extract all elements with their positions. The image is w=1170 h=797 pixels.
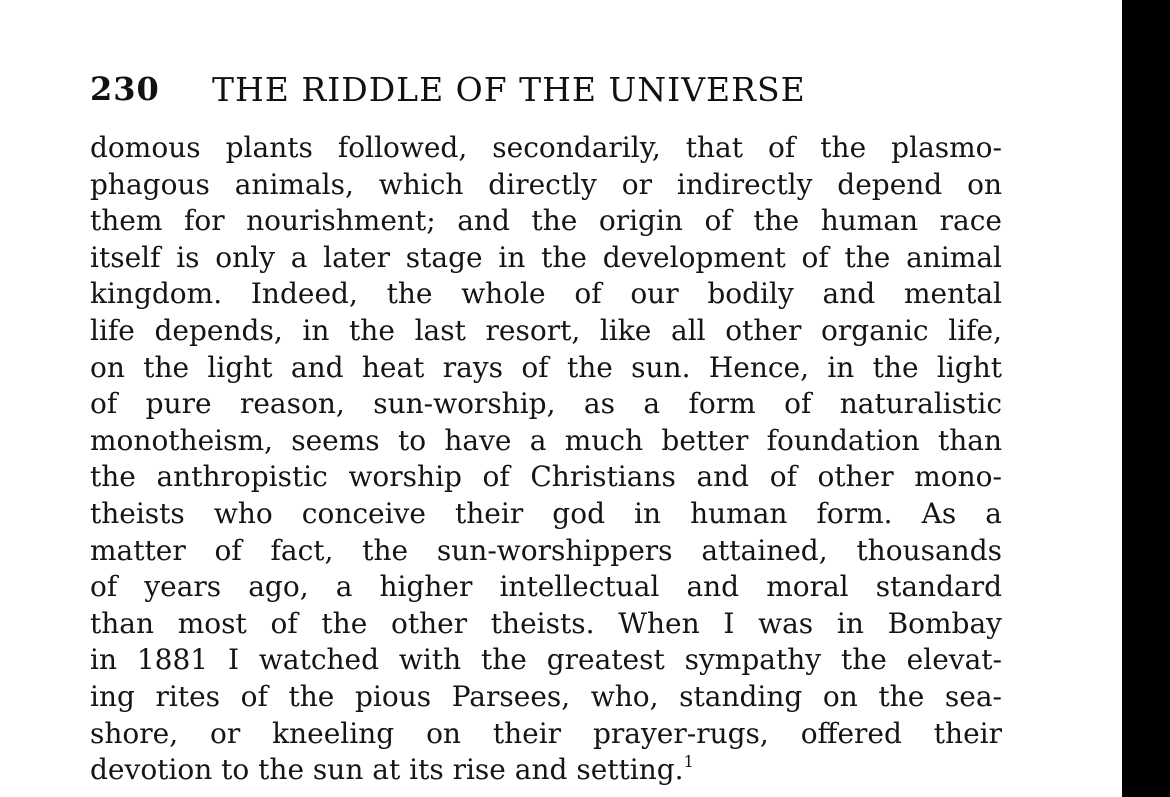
text-line: of years ago, a higher intellectual and moral standard bbox=[90, 570, 1002, 604]
text-line: shore, or kneeling on their prayer-rugs, offered their bbox=[90, 716, 1002, 750]
running-head bbox=[90, 70, 990, 110]
cut-off-next-line bbox=[90, 786, 1002, 797]
text-line: ing rites of the pious Parsees, who, standing on the sea- bbox=[90, 679, 1002, 713]
text-line: matter of fact, the sun-worshippers attained, thousands bbox=[90, 533, 1002, 567]
scan-edge bbox=[1122, 0, 1170, 797]
text-line: than most of the other theists. When I was in Bombay bbox=[90, 606, 1002, 640]
text-line: on the light and heat rays of the sun. Hence, in the light bbox=[90, 350, 1002, 384]
text-line: in 1881 I watched with the greatest sympathy the elevat- bbox=[90, 643, 1002, 677]
footnote-marker[interactable]: 1 bbox=[683, 752, 694, 772]
text-line: theists who conceive their god in human form. As a bbox=[90, 496, 1002, 530]
text-line: life depends, in the last resort, like all other organic life, bbox=[90, 313, 1002, 347]
book-title: THE RIDDLE OF THE UNIVERSE bbox=[212, 70, 806, 109]
last-text-line bbox=[90, 752, 1002, 789]
text-line: domous plants followed, secondarily, that of the plasmo- bbox=[90, 131, 1002, 164]
last-line-text: devotion to the sun at its rise and setting. bbox=[90, 753, 684, 787]
text-line: phagous animals, which directly or indirectly depend on bbox=[90, 167, 1002, 201]
text-line: the anthropistic worship of Christians and of other mono- bbox=[90, 460, 1002, 494]
page-number: 230 bbox=[90, 70, 160, 108]
text-line: them for nourishment; and the origin of the human race bbox=[90, 204, 1002, 238]
body-text bbox=[90, 130, 1002, 789]
text-line: itself is only a later stage in the development of the animal bbox=[90, 240, 1002, 274]
text-line: of pure reason, sun-worship, as a form of naturalistic bbox=[90, 387, 1002, 421]
text-line: kingdom. Indeed, the whole of our bodily and mental bbox=[90, 277, 1002, 311]
text-line: monotheism, seems to have a much better foundation than bbox=[90, 423, 1002, 457]
